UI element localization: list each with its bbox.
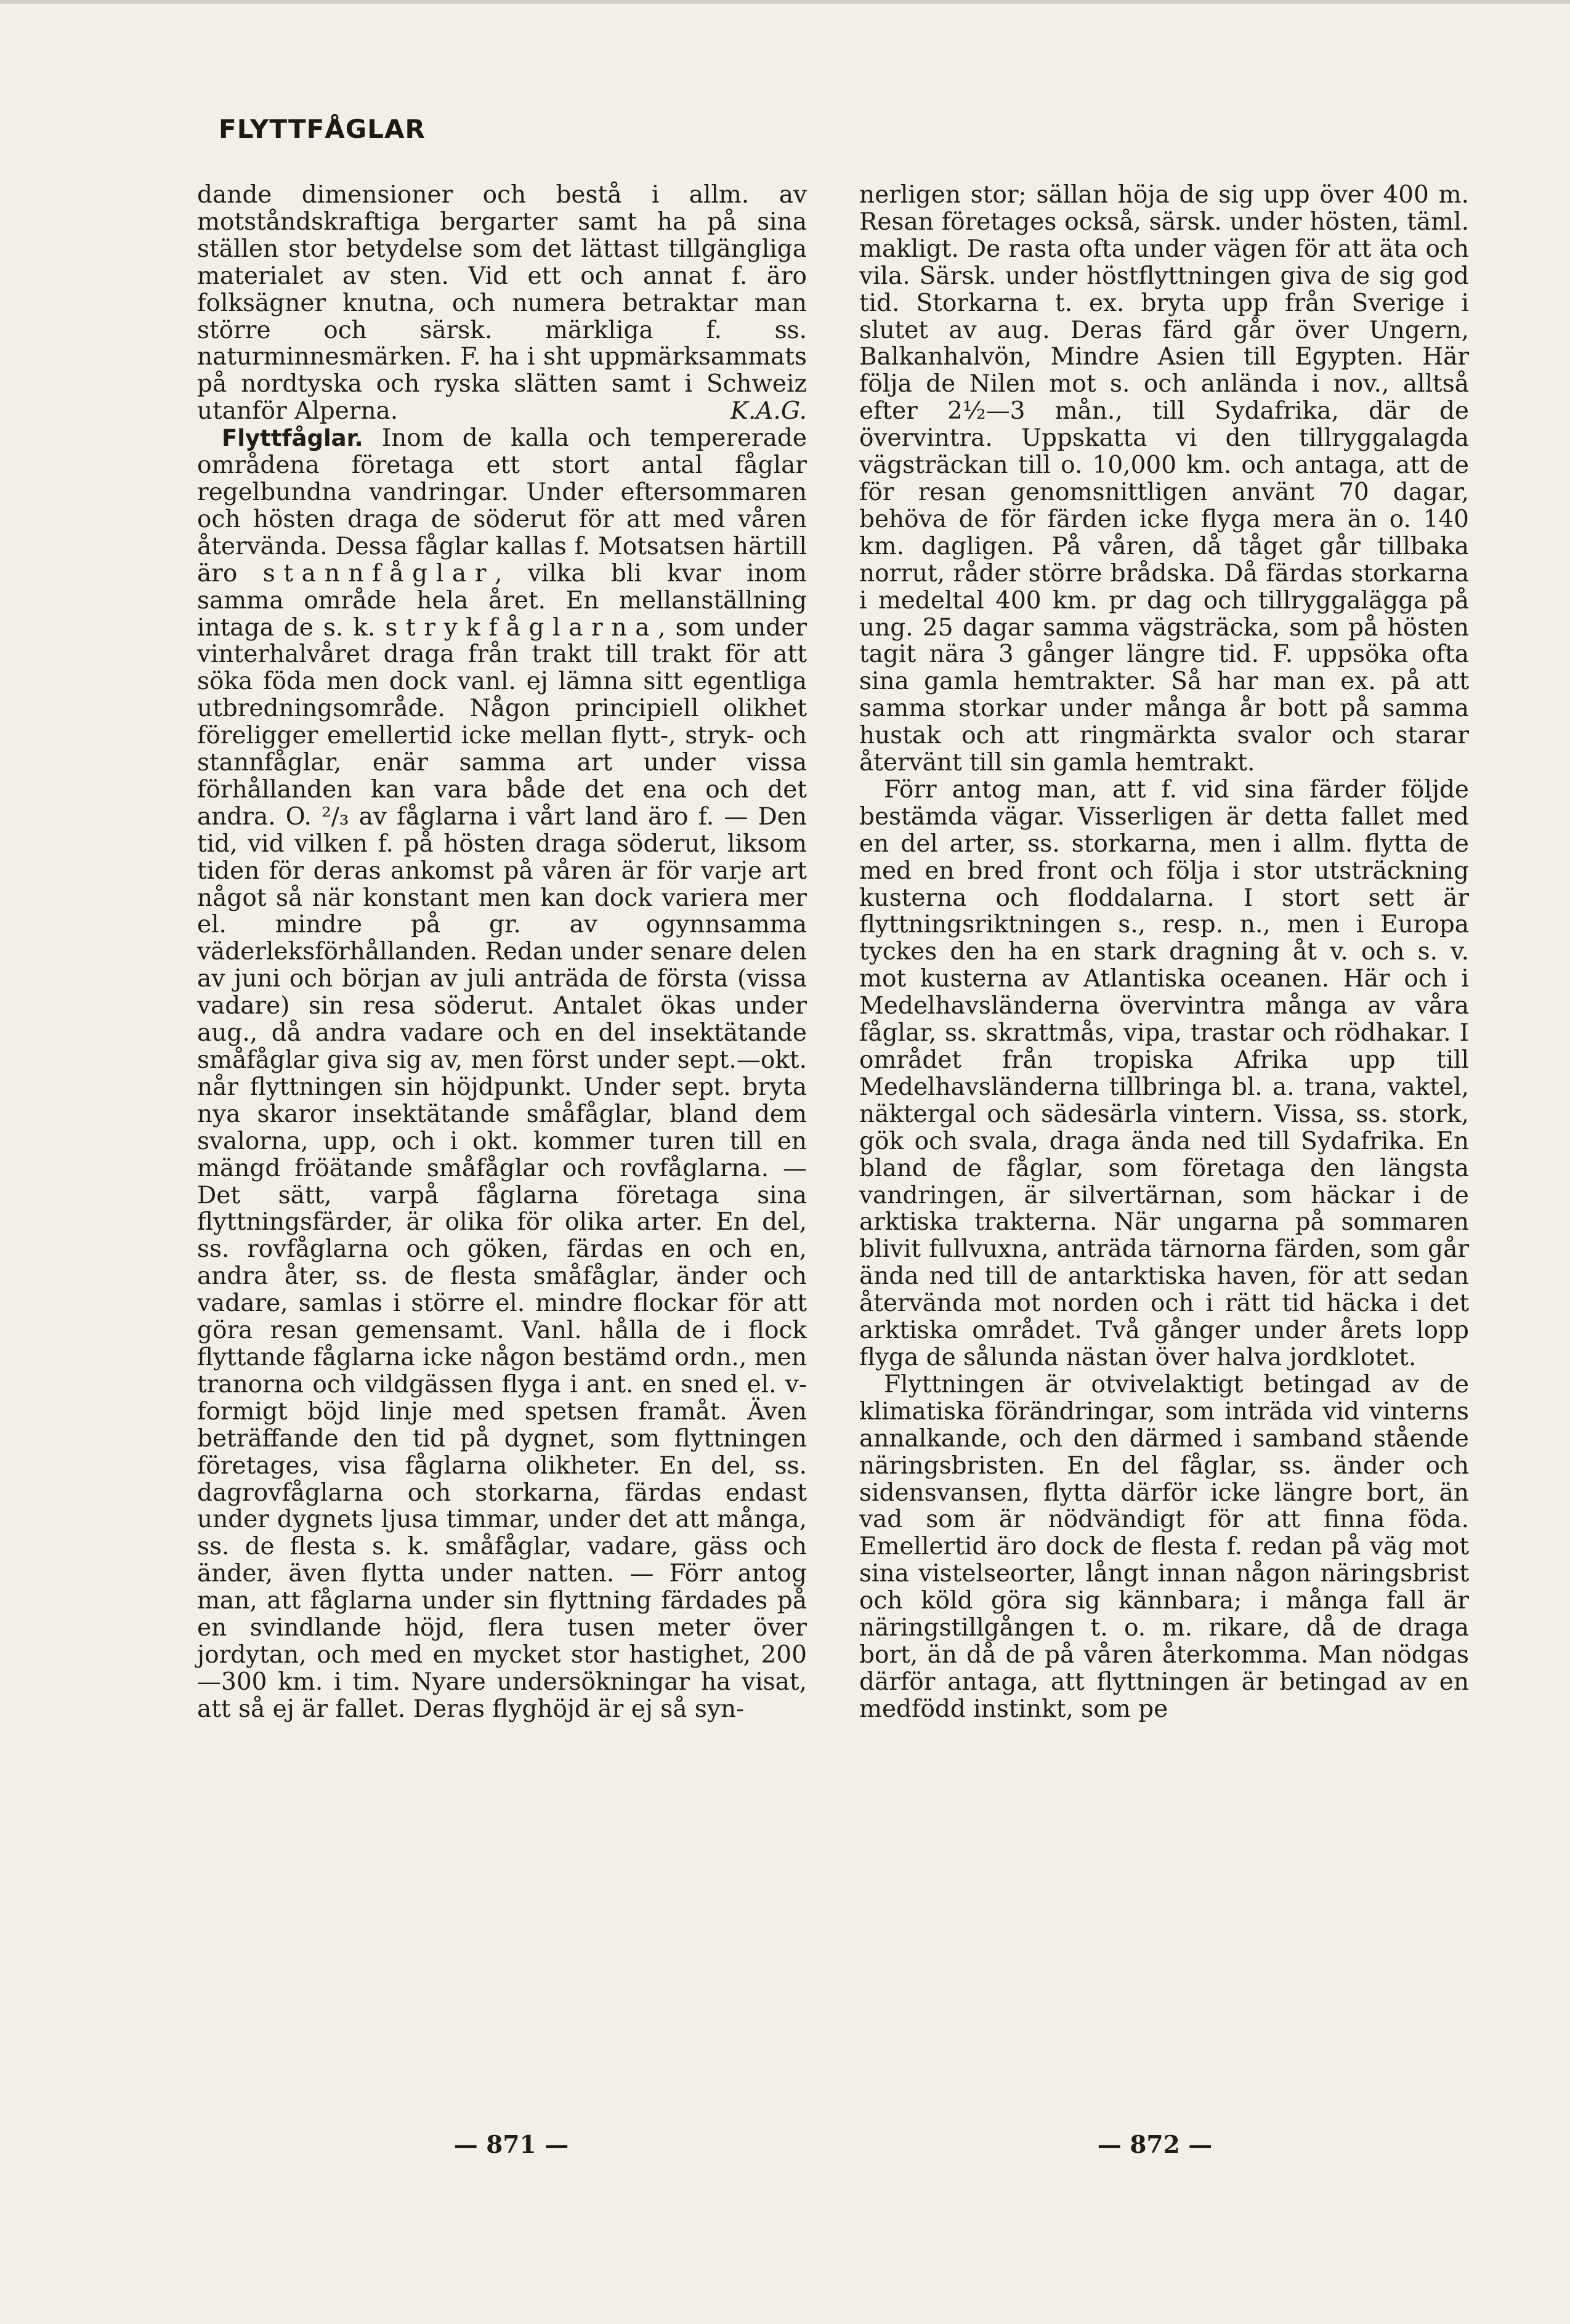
term-stannfaglar: stannfåglar — [262, 559, 495, 587]
author-signature: K.A.G. — [730, 397, 807, 426]
page-number-left: — 871 — — [453, 2131, 569, 2159]
left-column — [197, 182, 807, 1723]
paragraph-2-text-b: , vilka bli kvar inom samma område hela året. En mellanställning intaga de s. k. — [197, 559, 807, 642]
page-number-right: — 872 — — [1097, 2131, 1213, 2159]
paragraph-continued: nerligen stor; sällan höja de sig upp över 400 m. Resan företages också, särsk. under hösten, täml. makligt. De rasta ofta under vägen för att äta och vila. Särsk. under höstflyttningen giva de sig god tid. Storkarna t. ex. bryta upp från Sverige i slutet av aug. Deras färd går över Ungern, Balkanhalvön, Mindre Asien till Egypten. Här följa de Nilen mot s. och anlända i nov., alltså efter 2½—3 mån., till Sydafrika, där de övervintra. Uppskatta vi den tillryggalagda vägsträckan till o. 10,000 km. och antaga, att de för resan genomsnittligen använt 70 dagar, behöva de för färden icke flyga mera än o. 140 km. dagligen. På våren, då tåget går tillbaka norrut, råder större brådska. Då färdas storkarna i medeltal 400 km. pr dag och tillryggalägga på ung. 25 dagar samma vägsträcka, som på hösten tagit nära 3 gånger längre tid. F. uppsöka ofta sina gamla hemtrakter. Så har man ex. på att samma storkar under många år bott på samma hustak och att ringmärkta svalor och starar återvänt till sin gamla hemtrakt. — [859, 181, 1469, 777]
paragraph-flyttfaglar — [197, 425, 807, 1723]
paragraph-causes: Flyttningen är otvivelaktigt betingad av de klimatiska förändringar, som inträda vid vinterns annalkande, och den därmed i samband stående näringsbristen. En del fåglar, ss. änder och sidensvansen, flytta därför icke längre bort, än vad som är nödvändigt för att finna föda. Emellertid äro dock de flesta f. redan på väg mot sina vistelseorter, långt innan någon näringsbrist och köld göra sig kännbara; i många fall är näringstillgången t. o. m. rikare, då de draga bort, än då de på våren återkomma. Man nödgas därför antaga, att flyttningen är betingad av en medfödd instinkt, som pe — [859, 1370, 1469, 1723]
right-column — [859, 182, 1469, 1723]
paragraph-1-text: dande dimensioner och bestå i allm. av motståndskraftiga bergarter samt ha på sina ställen stor betydelse som det lättast tillgängliga materialet av sten. Vid ett och annat f. äro folksägner knutna, och numera betraktar man större och särsk. märkliga f. ss. naturminnesmärken. F. ha i sht uppmärksammats på nordtyska och ryska slätten samt i Schweiz utanför Alperna. — [197, 181, 807, 426]
paragraph-flight-routes: Förr antog man, att f. vid sina färder följde bestämda vägar. Visserligen är detta fallet med en del arter, ss. storkarna, men i allm. flytta de med en bred front och följa i stor utsträckning kusterna och floddalarna. I stort sett är flyttningsriktningen s., resp. n., men i Europa tyckes den ha en stark dragning åt v. och s. v. mot kusterna av Atlantiska oceanen. Här och i Medelhavsländerna övervintra många av våra fåglar, ss. skrattmås, vipa, trastar och rödhakar. I området från tropiska Afrika upp till Medelhavsländerna tillbringa bl. a. trana, vaktel, näktergal och sädesärla vintern. Vissa, ss. stork, gök och svala, draga ända ned till Sydafrika. En bland de fåglar, som företaga den längsta vandringen, är silvertärnan, som häckar i de arktiska trakterna. När ungarna på sommaren blivit fullvuxna, anträda tärnorna färden, som går ända ned till de antarktiska haven, för att sedan återvända mot norden och i rätt tid häcka i det arktiska området. Två gånger under årets lopp flyga de sålunda nästan över halva jordklotet. — [859, 775, 1469, 1371]
running-header: FLYTTFÅGLAR — [219, 114, 426, 144]
term-strykfaglarna: strykfåglarna — [385, 613, 658, 642]
paragraph-2-text-c: , som under vinterhalvåret draga från trakt till trakt för att söka föda men dock vanl. ej lämna sitt egentliga utbredningsområde. Någon principiell olikhet föreligger emellertid icke mellan flytt-, stryk- och stannfåglar, enär samma art under vissa förhållanden kan vara både det ena och det andra. O. ²/₃ av fåglarna i vårt land äro f. — Den tid, vid vilken f. på hösten draga söderut, liksom tiden för deras ankomst på våren är för varje art något så när konstant men kan dock variera mer el. mindre på gr. av ogynnsamma väderleksförhållanden. Redan under senare delen av juni och början av juli anträda de första (vissa vadare) sin resa söderut. Antalet ökas under aug., då andra vadare och en del insektätande småfåglar giva sig av, men först under sept.—okt. når flyttningen sin höjdpunkt. Under sept. bryta nya skaror insektätande småfåglar, bland dem svalorna, upp, och i okt. kommer turen till en mängd fröätande småfåglar och rovfåglarna. — Det sätt, varpå fåglarna företaga sina flyttningsfärder, är olika för olika arter. En del, ss. rovfåglarna och göken, färdas en och en, andra åter, ss. de flesta småfåglar, änder och vadare, samlas i större el. mindre flockar för att göra resan gemensamt. Vanl. hålla de i flock flyttande fåglarna icke någon bestämd ordn., men tranorna och vildgässen flyga i ant. en sned el. v-formigt böjd linje med spetsen framåt. Även beträffande den tid på dygnet, som flyttningen företages, visa fåglarna olikheter. En del, ss. dagrovfåglarna och storkarna, färdas endast under dygnets ljusa timmar, under det att många, ss. de flesta s. k. småfåglar, vadare, gäss och änder, även flytta under natten. — Förr antog man, att fåglarna under sin flyttning färdades på en svindlande höjd, flera tusen meter över jordytan, och med en mycket stor hastighet, 200—300 km. i tim. Nyare undersökningar ha visat, att så ej är fallet. Deras flyghöjd är ej så syn- — [197, 613, 807, 1723]
top-edge-rule — [0, 0, 1570, 4]
paragraph-1 — [197, 182, 807, 425]
entry-headword: Flyttfåglar. — [222, 425, 363, 452]
paragraph-2-text-a: Inom de kalla och tempererade områdena företaga ett stort antal fåglar regelbundna vandringar. Under eftersommaren och hösten draga de söderut för att med våren återvända. Dessa fåglar kallas f. Motsatsen härtill äro — [197, 424, 807, 587]
